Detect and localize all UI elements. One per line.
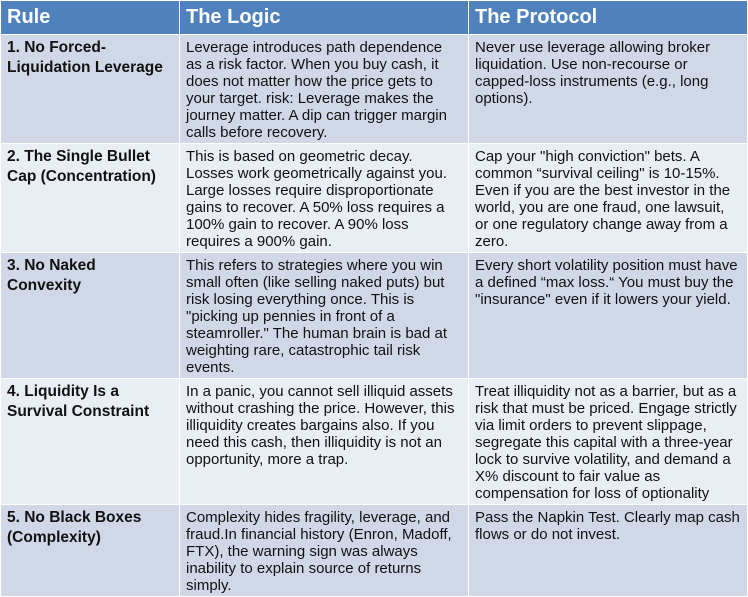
logic-cell: This refers to strategies where you win small often (like selling naked puts) but risk losing everything once. This is "picking up pennies in front of a steamroller." The human brain is bad at weighting rare, catastrophic tail risk events. [180,253,469,379]
rule-cell: 4. Liquidity Is a Survival Constraint [1,379,180,505]
table-row [1,35,748,144]
protocol-cell: Treat illiquidity not as a barrier, but as a risk that must be priced. Engage strictly via limit orders to prevent slippage, segregate this capital with a three-year lock to survive volatility, and demand a X% discount to fair value as compensation for loss of optionality [469,379,748,505]
logic-cell: Leverage introduces path dependence as a risk factor. When you buy cash, it does not matter how the price gets to your target. risk: Leverage makes the journey matter. A dip can trigger margin calls before recovery. [180,35,469,144]
rule-cell: 1. No Forced-Liquidation Leverage [1,35,180,144]
rule-cell: 5. No Black Boxes (Complexity) [1,505,180,597]
header-row [1,1,748,35]
protocol-cell: Never use leverage allowing broker liquidation. Use non-recourse or capped-loss instruments (e.g., long options). [469,35,748,144]
logic-cell: Complexity hides fragility, leverage, and fraud.In financial history (Enron, Madoff, FTX), the warning sign was always inability to explain source of returns simply. [180,505,469,597]
protocol-cell: Cap your "high conviction" bets. A common “survival ceiling" is 10-15%. Even if you are the best investor in the world, you are one fraud, one lawsuit, or one regulatory change away from a zero. [469,144,748,253]
table-row [1,505,748,597]
header-logic: The Logic [180,1,469,35]
table-row [1,379,748,505]
table-body [1,35,748,597]
protocol-cell: Every short volatility position must have a defined “max loss.“ You must buy the "insurance" even if it lowers your yield. [469,253,748,379]
rule-cell: 2. The Single Bullet Cap (Concentration) [1,144,180,253]
table-row [1,144,748,253]
table-row [1,253,748,379]
header-rule: Rule [1,1,180,35]
logic-cell: In a panic, you cannot sell illiquid assets without crashing the price. However, this illiquidity creates bargains also. If you need this cash, then illiquidity is not an opportunity, more a trap. [180,379,469,505]
rule-cell: 3. No Naked Convexity [1,253,180,379]
table-header [1,1,748,35]
protocol-cell: Pass the Napkin Test. Clearly map cash flows or do not invest. [469,505,748,597]
header-protocol: The Protocol [469,1,748,35]
logic-cell: This is based on geometric decay. Losses work geometrically against you. Large losses require disproportionate gains to recover. A 50% loss requires a 100% gain to recover. A 90% loss requires a 900% gain. [180,144,469,253]
